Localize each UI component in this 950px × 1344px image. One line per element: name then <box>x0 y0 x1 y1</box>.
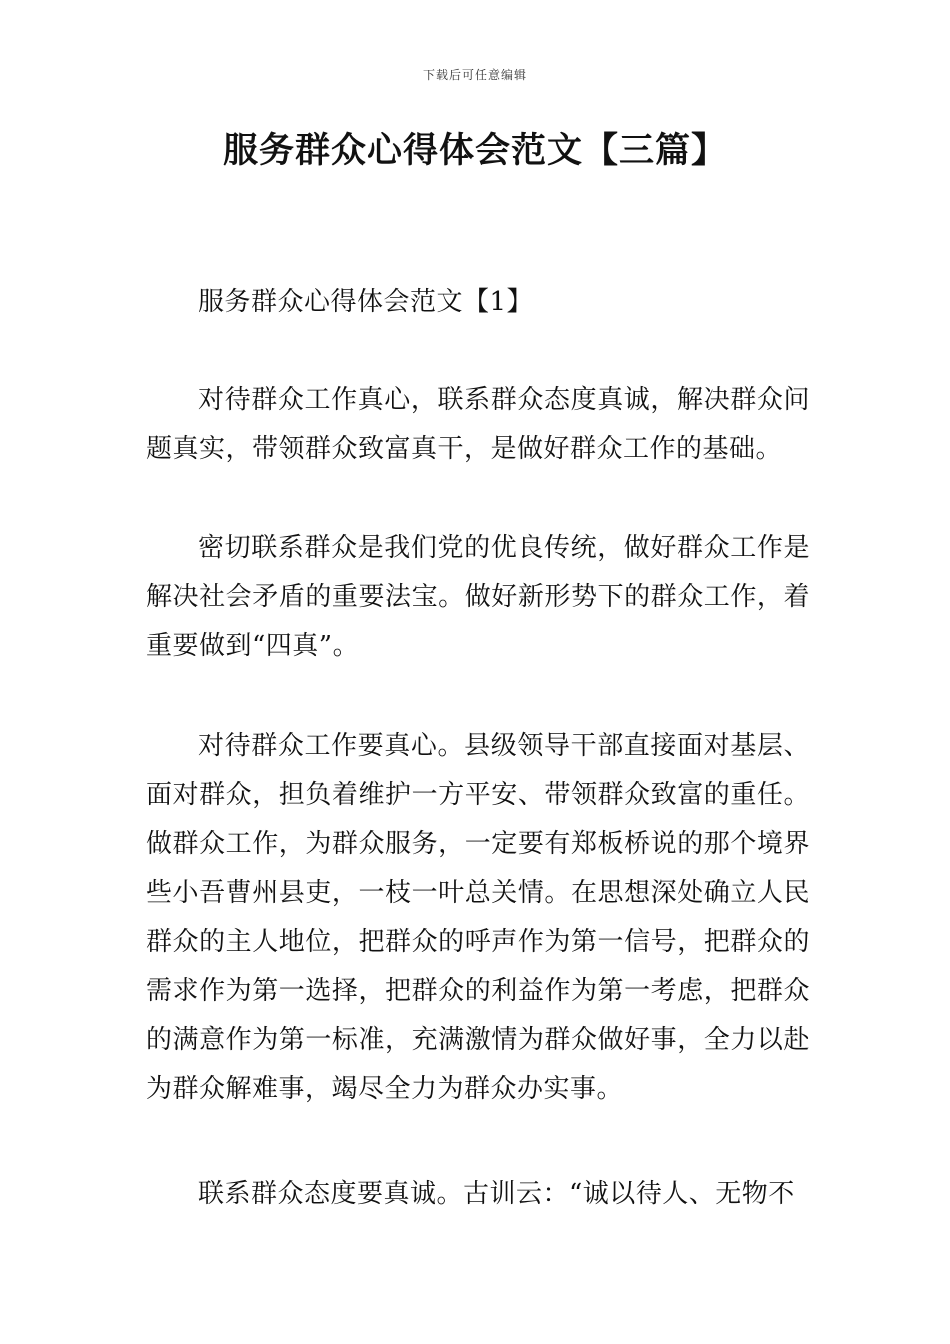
paragraph-4: 联系群众态度要真诚。古训云：“诚以待人、无物不 <box>198 1179 795 1209</box>
paragraph-3: 对待群众工作要真心。县级领导干部直接面对基层、面对群众，担负着维护一方平安、带领群众致富的重任。做群众工作，为群众服务，一定要有郑板桥说的那个境界些小吾曹州县吏，一枝一叶总关情。在思想深处确立人民群众的主人地位，把群众的呼声作为第一信号，把群众的需求作为第一选择，把群众的利益作为第一考虑，把群众的满意作为第一标准，充满激情为群众做好事，全力以赴为群众解难事，竭尽全力为群众办实事。 <box>146 731 810 1104</box>
document-title: 服务群众心得体会范文【三篇】 <box>222 131 727 171</box>
section-heading: 服务群众心得体会范文【1】 <box>198 287 534 317</box>
paragraph-1: 对待群众工作真心，联系群众态度真诚，解决群众问题真实，带领群众致富真干，是做好群众工作的基础。 <box>146 385 810 464</box>
paragraph-2: 密切联系群众是我们党的优良传统，做好群众工作是解决社会矛盾的重要法宝。做好新形势下的群众工作，着重要做到“四真”。 <box>146 533 810 661</box>
header-note: 下载后可任意编辑 <box>422 68 527 82</box>
